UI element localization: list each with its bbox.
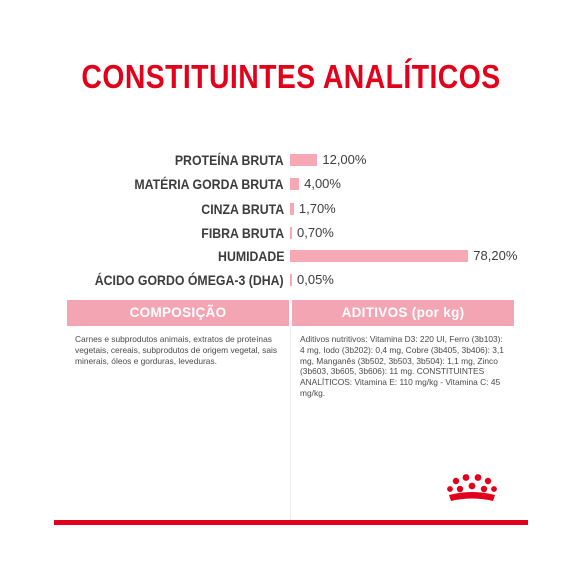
additives-text: Aditivos nutritivos: Vitamina D3: 220 UI, Ferro (3b103): 4 mg, Iodo (3b202): 0,4 mg, Cobre (3b405, 3b406): 3,1 mg, Manganês (3b502, 3b503, 3b504): 1,1 mg, Zinco (3b603, 3b605, 3b606): 11 mg. CONSTITUINTES ANALÍTICOS: Vitamina E: 110 mg/kg - Vitamina C: 45 mg/kg. — [300, 334, 504, 398]
analytics-row-moisture — [0, 246, 582, 268]
additives-heading: ADITIVOS (por kg) — [292, 300, 514, 326]
royal-canin-crown-logo — [440, 472, 504, 508]
analytics-row-omega3 — [0, 270, 582, 292]
analytics-bar — [290, 250, 468, 262]
analytics-label: CINZA BRUTA — [201, 201, 284, 217]
analytics-label: MATÉRIA GORDA BRUTA — [134, 176, 284, 192]
analytics-value: 0,05% — [297, 272, 334, 287]
analytics-row-ash — [0, 199, 582, 221]
analytics-label: FIBRA BRUTA — [201, 225, 284, 241]
analytics-value: 12,00% — [322, 152, 367, 167]
page-title: CONSTITUINTES ANALÍTICOS — [81, 58, 501, 95]
composition-panel — [67, 300, 289, 524]
analytics-row-fiber — [0, 223, 582, 245]
analytics-value: 1,70% — [298, 201, 336, 216]
analytics-value: 4,00% — [304, 176, 341, 191]
analytics-bar — [290, 203, 294, 215]
bottom-brand-bar — [54, 520, 528, 525]
analytics-bar — [290, 178, 299, 190]
analytics-label: PROTEÍNA BRUTA — [175, 152, 284, 168]
analytics-row-protein — [0, 150, 582, 172]
analytics-label: HUMIDADE — [217, 248, 284, 264]
analytics-bar — [290, 274, 292, 286]
analytics-value: 78,20% — [473, 248, 518, 263]
analytics-row-fat — [0, 174, 582, 196]
composition-text: Carnes e subprodutos animais, extratos de proteínas vegetais, cereais, subprodutos de origem vegetal, sais minerais, óleos e gorduras, leveduras. — [75, 334, 278, 366]
analytics-bar — [290, 154, 317, 166]
analytics-label: ÁCIDO GORDO ÓMEGA-3 (DHA) — [95, 272, 284, 288]
composition-heading: COMPOSIÇÃO — [67, 300, 289, 326]
panel-divider — [290, 326, 291, 522]
analytics-value: 0,70% — [297, 225, 334, 240]
analytics-bar — [290, 227, 292, 239]
